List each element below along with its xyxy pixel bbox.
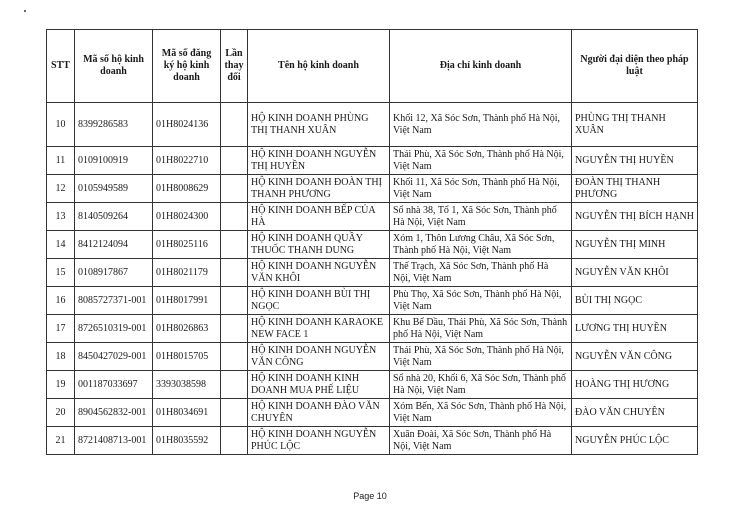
cell-registration-code: 01H8025116: [153, 231, 221, 259]
cell-business-code: 001187033697: [75, 371, 153, 399]
cell-representative: HOÀNG THỊ HƯƠNG: [572, 371, 698, 399]
cell-representative: LƯƠNG THỊ HUYỀN: [572, 315, 698, 343]
table-header-row: [47, 30, 698, 103]
cell-business-name: HỘ KINH DOANH KINH DOANH MUA PHẾ LIỆU: [248, 371, 390, 399]
cell-business-code: 8412124094: [75, 231, 153, 259]
cell-representative: ĐOÀN THỊ THANH PHƯƠNG: [572, 175, 698, 203]
cell-business-name: HỘ KINH DOANH PHÙNG THỊ THANH XUÂN: [248, 103, 390, 147]
cell-change-count: [221, 399, 248, 427]
table-row: [47, 259, 698, 287]
table-row: [47, 147, 698, 175]
cell-stt: 11: [47, 147, 75, 175]
cell-address: Số nhà 20, Khối 6, Xã Sóc Sơn, Thành phố Hà Nội, Việt Nam: [390, 371, 572, 399]
cell-stt: 18: [47, 343, 75, 371]
cell-change-count: [221, 203, 248, 231]
cell-stt: 15: [47, 259, 75, 287]
cell-registration-code: 01H8008629: [153, 175, 221, 203]
cell-address: Xóm Bến, Xã Sóc Sơn, Thành phố Hà Nội, Việt Nam: [390, 399, 572, 427]
table-row: [47, 203, 698, 231]
cell-business-code: 8721408713-001: [75, 427, 153, 455]
scan-mark: [24, 10, 26, 12]
header-representative: Người đại diện theo pháp luật: [572, 30, 698, 103]
table-row: [47, 175, 698, 203]
header-business-name: Tên hộ kinh doanh: [248, 30, 390, 103]
cell-representative: NGUYỄN THỊ HUYỀN: [572, 147, 698, 175]
header-business-code: Mã số hộ kinh doanh: [75, 30, 153, 103]
cell-business-code: 0105949589: [75, 175, 153, 203]
cell-business-name: HỘ KINH DOANH NGUYỄN THỊ HUYỀN: [248, 147, 390, 175]
cell-address: Khối 12, Xã Sóc Sơn, Thành phố Hà Nội, Việt Nam: [390, 103, 572, 147]
table-row: [47, 231, 698, 259]
table-row: [47, 315, 698, 343]
cell-registration-code: 3393038598: [153, 371, 221, 399]
cell-stt: 10: [47, 103, 75, 147]
cell-registration-code: 01H8026863: [153, 315, 221, 343]
cell-change-count: [221, 231, 248, 259]
cell-stt: 12: [47, 175, 75, 203]
cell-change-count: [221, 103, 248, 147]
cell-change-count: [221, 427, 248, 455]
cell-business-name: HỘ KINH DOANH ĐÀO VĂN CHUYÊN: [248, 399, 390, 427]
cell-representative: NGUYỄN THỊ MINH: [572, 231, 698, 259]
cell-registration-code: 01H8021179: [153, 259, 221, 287]
cell-change-count: [221, 259, 248, 287]
header-address: Địa chỉ kinh doanh: [390, 30, 572, 103]
cell-stt: 20: [47, 399, 75, 427]
table-row: [47, 103, 698, 147]
cell-business-name: HỘ KINH DOANH NGUYỄN VĂN CÔNG: [248, 343, 390, 371]
header-change-count: Lần thay đổi: [221, 30, 248, 103]
cell-address: Khu Bể Dầu, Thái Phù, Xã Sóc Sơn, Thành phố Hà Nội, Việt Nam: [390, 315, 572, 343]
cell-stt: 16: [47, 287, 75, 315]
cell-change-count: [221, 147, 248, 175]
table-body: [47, 103, 698, 455]
cell-business-code: 8726510319-001: [75, 315, 153, 343]
header-registration-code: Mã số đăng ký hộ kinh doanh: [153, 30, 221, 103]
cell-business-name: HỘ KINH DOANH BÙI THỊ NGỌC: [248, 287, 390, 315]
cell-address: Khối 11, Xã Sóc Sơn, Thành phố Hà Nội, Việt Nam: [390, 175, 572, 203]
cell-registration-code: 01H8017991: [153, 287, 221, 315]
cell-business-name: HỘ KINH DOANH NGUYỄN VĂN KHÔI: [248, 259, 390, 287]
cell-business-code: 8085727371-001: [75, 287, 153, 315]
cell-address: Phù Thọ, Xã Sóc Sơn, Thành phố Hà Nội, Việt Nam: [390, 287, 572, 315]
cell-change-count: [221, 175, 248, 203]
table-row: [47, 343, 698, 371]
cell-business-code: 8399286583: [75, 103, 153, 147]
cell-change-count: [221, 315, 248, 343]
cell-business-code: 8140509264: [75, 203, 153, 231]
cell-representative: ĐÀO VĂN CHUYÊN: [572, 399, 698, 427]
cell-business-name: HỘ KINH DOANH QUẦY THUỐC THANH DUNG: [248, 231, 390, 259]
cell-business-code: 0109100919: [75, 147, 153, 175]
header-stt: STT: [47, 30, 75, 103]
cell-business-code: 0108917867: [75, 259, 153, 287]
cell-representative: NGUYỄN VĂN KHÔI: [572, 259, 698, 287]
cell-address: Số nhà 38, Tổ 1, Xã Sóc Sơn, Thành phố Hà Nội, Việt Nam: [390, 203, 572, 231]
cell-registration-code: 01H8024300: [153, 203, 221, 231]
page-number: Page 10: [353, 491, 387, 501]
cell-representative: PHÙNG THỊ THANH XUÂN: [572, 103, 698, 147]
cell-business-name: HỘ KINH DOANH KARAOKE NEW FACE 1: [248, 315, 390, 343]
cell-address: Thế Trạch, Xã Sóc Sơn, Thành phố Hà Nội, Việt Nam: [390, 259, 572, 287]
cell-registration-code: 01H8022710: [153, 147, 221, 175]
table-row: [47, 427, 698, 455]
cell-address: Xuân Đoài, Xã Sóc Sơn, Thành phố Hà Nội, Việt Nam: [390, 427, 572, 455]
cell-stt: 14: [47, 231, 75, 259]
table-row: [47, 287, 698, 315]
cell-business-name: HỘ KINH DOANH NGUYỄN PHÚC LỘC: [248, 427, 390, 455]
cell-stt: 21: [47, 427, 75, 455]
business-registry-table: [46, 29, 698, 455]
cell-representative: NGUYỄN VĂN CÔNG: [572, 343, 698, 371]
cell-business-code: 8904562832-001: [75, 399, 153, 427]
cell-address: Thái Phù, Xã Sóc Sơn, Thành phố Hà Nội, Việt Nam: [390, 343, 572, 371]
cell-representative: NGUYỄN PHÚC LỘC: [572, 427, 698, 455]
cell-stt: 19: [47, 371, 75, 399]
cell-change-count: [221, 287, 248, 315]
cell-business-name: HỘ KINH DOANH BẾP CỦA HÀ: [248, 203, 390, 231]
cell-address: Xóm 1, Thôn Lương Châu, Xã Sóc Sơn, Thành phố Hà Nội, Việt Nam: [390, 231, 572, 259]
cell-stt: 13: [47, 203, 75, 231]
table-row: [47, 371, 698, 399]
cell-representative: NGUYỄN THỊ BÍCH HẠNH: [572, 203, 698, 231]
cell-change-count: [221, 371, 248, 399]
cell-business-code: 8450427029-001: [75, 343, 153, 371]
cell-registration-code: 01H8034691: [153, 399, 221, 427]
cell-representative: BÙI THỊ NGỌC: [572, 287, 698, 315]
cell-address: Thái Phù, Xã Sóc Sơn, Thành phố Hà Nội, Việt Nam: [390, 147, 572, 175]
cell-registration-code: 01H8024136: [153, 103, 221, 147]
cell-stt: 17: [47, 315, 75, 343]
cell-registration-code: 01H8015705: [153, 343, 221, 371]
cell-change-count: [221, 343, 248, 371]
cell-registration-code: 01H8035592: [153, 427, 221, 455]
table-row: [47, 399, 698, 427]
cell-business-name: HỘ KINH DOANH ĐOÀN THỊ THANH PHƯƠNG: [248, 175, 390, 203]
